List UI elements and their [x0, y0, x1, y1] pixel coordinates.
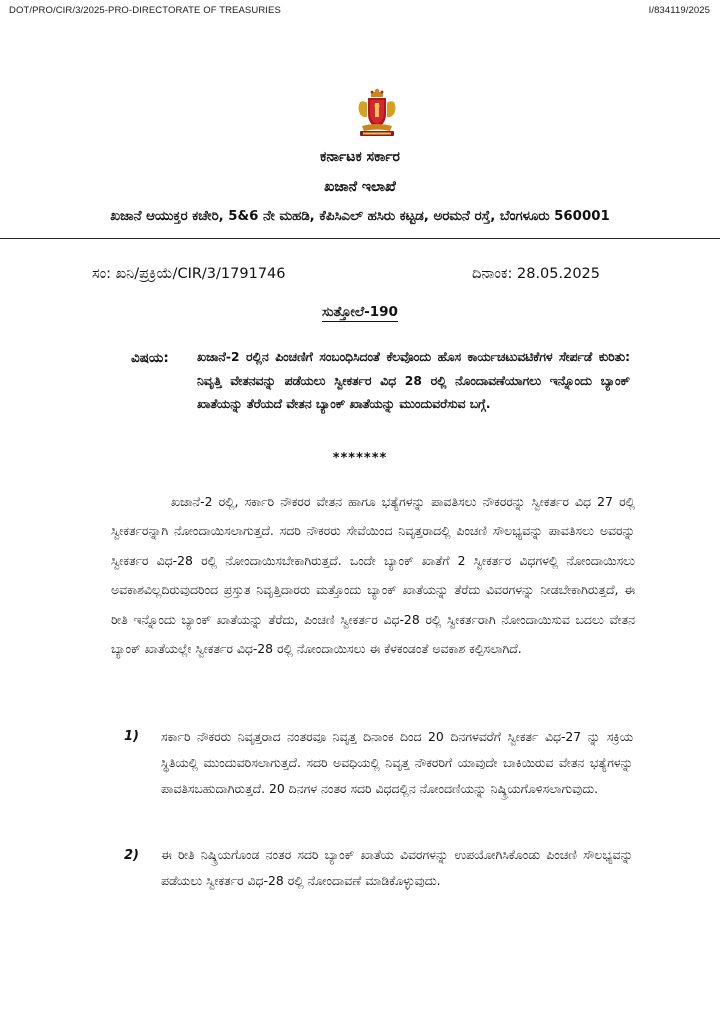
- list-item-text: ಸರ್ಕಾರಿ ನೌಕರರು ನಿವೃತ್ತರಾದ ನಂತರವೂ ನಿವೃತ್ತ ದಿನಾಂಕ ದಿಂದ 20 ದಿನಗಳವರೆಗೆ ಸ್ವೀಕರ್ತ ವಿಧ-27 ನ್ನು ಸಕ್ರಿಯ ಸ್ಥಿತಿಯಲ್ಲಿ ಮುಂದುವರಿಸಲಾಗುತ್ತದೆ. ಸದರಿ ಅವಧಿಯಲ್ಲಿ ನಿವೃತ್ತ ನೌಕರರಿಗೆ ಯಾವುದೇ ಬಾಕಿಯಿರುವ ವೇತನ ಭತ್ಯೆಗಳನ್ನು ಪಾವತಿಸಬಹುದಾಗಿರುತ್ತದೆ. 20 ದಿನಗಳ ನಂತರ ಸದರಿ ವಿಧದಲ್ಲಿನ ನೋಂದಣಿಯನ್ನು ನಿಷ್ಕ್ರಿಯಗೊಳಿಸಲಾಗುವುದು.: [161, 729, 633, 797]
- state-emblem-icon: [354, 88, 400, 138]
- document-header-number: I/834119/2025: [648, 5, 710, 16]
- body-paragraph: ಖಜಾನೆ-2 ರಲ್ಲಿ, ಸರ್ಕಾರಿ ನೌಕರರ ವೇತನ ಹಾಗೂ ಭತ್ಯೆಗಳನ್ನು ಪಾವತಿಸಲು ನೌಕರರನ್ನು ಸ್ವೀಕರ್ತರ ವಿಧ 27 ರಲ್ಲಿ ಸ್ವೀಕರ್ತರನ್ನಾಗಿ ನೋಂದಾಯಿಸಲಾಗುತ್ತದೆ. ಸದರಿ ನೌಕರರು ಸೇವೆಯಿಂದ ನಿವೃತ್ತರಾದಲ್ಲಿ ಪಿಂಚಣಿ ಸೌಲಭ್ಯವನ್ನು ಪಾವತಿಸಲು ಅವರನ್ನು ಸ್ವೀಕರ್ತರ ವಿಧ-28 ರಲ್ಲಿ ನೋಂದಾಯಿಸಬೇಕಾಗಿರುತ್ತದೆ. ಒಂದೇ ಬ್ಯಾಂಕ್ ಖಾತೆಗೆ 2 ಸ್ವೀಕರ್ತರ ವಿಧಗಳಲ್ಲಿ ನೋಂದಾಯಿಸಲು ಅವಕಾಶವಿಲ್ಲದಿರುವುದರಿಂದ ಪ್ರಸ್ತುತ ನಿವೃತ್ತಿದಾರರು ಮತ್ತೊಂದು ಬ್ಯಾಂಕ್ ಖಾತೆಯನ್ನು ತೆರೆದು ವಿವರಗಳನ್ನು ನೀಡಬೇಕಾಗಿರುತ್ತದೆ, ಈ ರೀತಿ ಇನ್ನೊಂದು ಬ್ಯಾಂಕ್ ಖಾತೆಯನ್ನು ತೆರೆದು, ಪಿಂಚಣಿ ಸ್ವೀಕರ್ತರ ವಿಧ-28 ರಲ್ಲಿ ಸ್ವೀಕರ್ತರಾಗಿ ನೋಂದಾಯಿಸುವ ಬದಲು ವೇತನ ಬ್ಯಾಂಕ್ ಖಾತೆಯಲ್ಲೇ ಸ್ವೀಕರ್ತರ ವಿಧ-28 ರಲ್ಲಿ ನೋಂದಾಯಿಸಲು ಈ ಕೆಳಕಂಡಂತೆ ಅವಕಾಶ ಕಲ್ಪಿಸಲಾಗಿದೆ.: [111, 494, 635, 657]
- circular-date: ದಿನಾಂಕ: 28.05.2025: [472, 266, 601, 282]
- document-header-id: DOT/PRO/CIR/3/2025-PRO-DIRECTORATE OF TREASURIES: [9, 5, 281, 16]
- reference-number: ಸಂ: ಖನಿ/ಪ್ರಕ್ರಿಯೆ/CIR/3/1791746: [92, 266, 286, 282]
- header-divider: [0, 238, 720, 239]
- list-item-number: 1): [124, 729, 139, 744]
- office-address: ಖಜಾನೆ ಆಯುಕ್ತರ ಕಚೇರಿ, 5&6 ನೇ ಮಹಡಿ, ಕೆಪಿಸಿಎಲ್ ಹಸಿರು ಕಟ್ಟಡ, ಅರಮನೆ ರಸ್ತೆ, ಬೆಂಗಳೂರು 560001: [110, 209, 610, 224]
- list-item-text: ಈ ರೀತಿ ನಿಷ್ಕ್ರಿಯಗೊಂಡ ನಂತರ ಸದರಿ ಬ್ಯಾಂಕ್ ಖಾತೆಯ ವಿವರಗಳನ್ನು ಉಪಯೋಗಿಸಿಕೊಂಡು ಪಿಂಚಣಿ ಸೌಲಭ್ಯವನ್ನು ಪಡೆಯಲು ಸ್ವೀಕರ್ತರ ವಿಧ-28 ರಲ್ಲಿ ನೋಂದಾವಣೆ ಮಾಡಿಕೊಳ್ಳುವುದು.: [161, 847, 633, 889]
- circular-number-text: ಸುತ್ತೋಲೆ-190: [322, 304, 398, 320]
- circular-number: [0, 304, 720, 320]
- department-name: ಖಜಾನೆ ಇಲಾಖೆ: [324, 179, 396, 195]
- subject-text: ಖಜಾನೆ-2 ರಲ್ಲಿನ ಪಿಂಚಣಿಗೆ ಸಂಬಂಧಿಸಿದಂತೆ ಕೆಲವೊಂದು ಹೊಸ ಕಾರ್ಯಚಟುವಟಿಕೆಗಳ ಸೇರ್ಪಡೆ ಕುರಿತು: ನಿವೃತ್ತಿ ವೇತನವನ್ನು ಪಡೆಯಲು ಸ್ವೀಕರ್ತರ ವಿಧ 28 ರಲ್ಲಿ ನೊಂದಾವಣೆಯಾಗಲು ಇನ್ನೊಂದು ಬ್ಯಾಂಕ್ ಖಾತೆಯನ್ನು ತೆರೆಯದೆ ವೇತನ ಬ್ಯಾಂಕ್ ಖಾತೆಯನ್ನು ಮುಂದುವರೆಸುವ ಬಗ್ಗೆ.: [197, 350, 630, 411]
- subject-label: ವಿಷಯ:: [131, 350, 169, 366]
- section-separator: *******: [332, 451, 388, 466]
- list-item-number: 2): [124, 848, 139, 863]
- government-name: ಕರ್ನಾಟಕ ಸರ್ಕಾರ: [320, 149, 400, 165]
